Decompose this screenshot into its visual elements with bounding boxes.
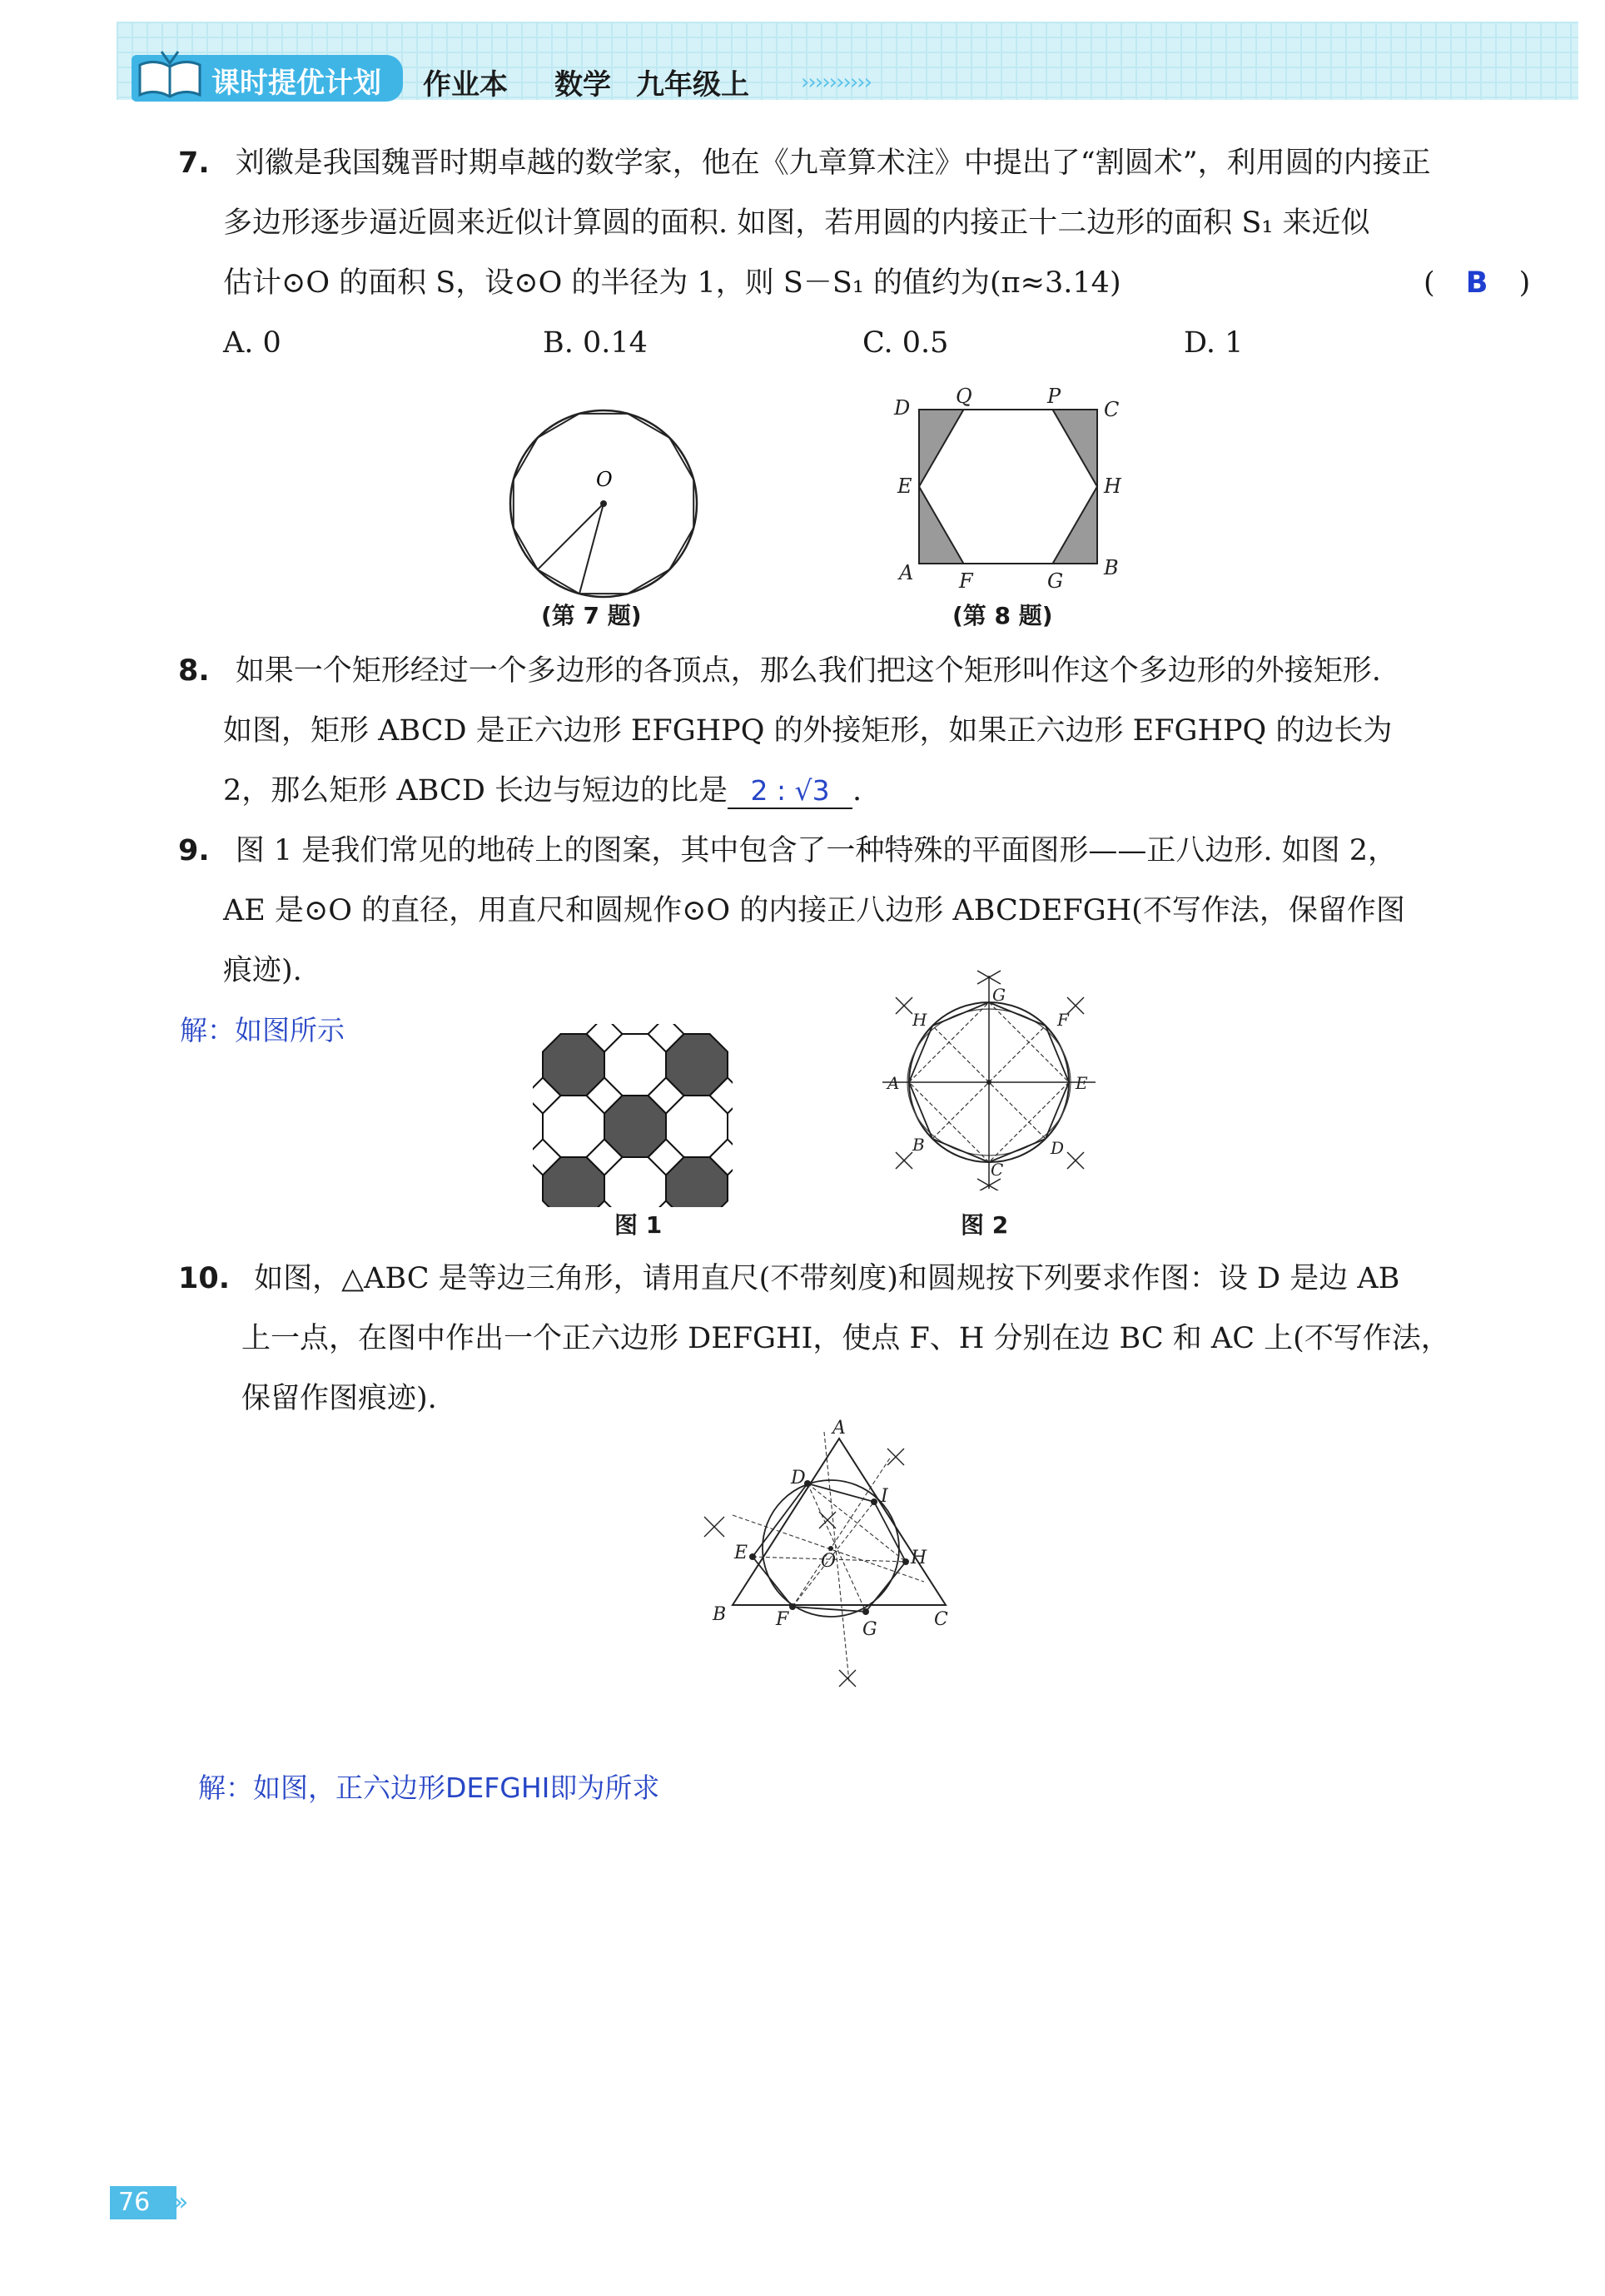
- fig8-label-e: E: [897, 475, 912, 498]
- brand-title: 课时提优计划: [211, 67, 381, 100]
- fig10-label-g: G: [862, 1619, 877, 1640]
- fig9-2-caption: 图 2: [961, 1211, 1009, 1239]
- fig9-2-octagon-construction: [874, 966, 1116, 1190]
- q7-text1: 刘徽是我国魏晋时期卓越的数学家，他在《九章算术注》中提出了“割圆术”，利用圆的内接正: [235, 147, 1431, 180]
- q8-line1: [178, 654, 1381, 688]
- book-icon: [137, 48, 203, 100]
- q8-answer: 2 : √3: [750, 774, 830, 807]
- q7-line2: 多边形逐步逼近圆来近似计算圆的面积. 如图，若用圆的内接正十二边形的面积 S₁ 来近似: [223, 206, 1370, 240]
- q8-text3: 2，那么矩形 ABCD 长边与短边的比是: [223, 774, 728, 808]
- grade: 九年级上: [636, 68, 749, 102]
- q9-line3: 痕迹).: [223, 954, 302, 987]
- fig7-caption: (第 7 题): [541, 602, 642, 629]
- fig8-label-h: H: [1104, 475, 1121, 498]
- q8-text3-end: .: [852, 774, 862, 808]
- q8-number: 8.: [178, 654, 210, 688]
- fig8-label-p: P: [1047, 385, 1061, 408]
- fig8-label-c: C: [1104, 398, 1120, 421]
- q10-solution: 解：如图，正六边形DEFGHI即为所求: [198, 1772, 660, 1804]
- fig10-label-d: D: [791, 1468, 806, 1488]
- q7-line1: [178, 147, 1431, 180]
- fig9-2-label-h: H: [912, 1010, 927, 1030]
- q9-text1: 图 1 是我们常见的地砖上的图案，其中包含了一种特殊的平面图形——正八边形. 如图 2，: [235, 834, 1397, 867]
- fig10-hexagon-construction: [699, 1415, 949, 1698]
- fig10-label-o: O: [821, 1551, 837, 1572]
- brand-badge: [132, 55, 403, 102]
- q7-line3: 估计⊙O 的面积 S，设⊙O 的半径为 1，则 S－S₁ 的值约为(π≈3.14): [223, 266, 1121, 300]
- q7-answer: B: [1465, 266, 1488, 300]
- fig8-hexagon-rectangle-diagram: [882, 383, 1132, 599]
- fig8-label-f: F: [959, 569, 973, 593]
- q9-line2: AE 是⊙O 的直径，用直尺和圆规作⊙O 的内接正八边形 ABCDEFGH(不写作法，保留作图: [223, 894, 1405, 927]
- q7-option-b: B. 0.14: [543, 326, 648, 360]
- q10-line2: 上一点，在图中作出一个正六边形 DEFGHI，使点 F、H 分别在边 BC 和 AC 上(不写作法，: [241, 1322, 1450, 1355]
- fig8-label-a: A: [899, 561, 914, 584]
- q10-line3: 保留作图痕迹).: [241, 1382, 437, 1415]
- fig9-2-label-d: D: [1051, 1138, 1065, 1158]
- fig8-caption: (第 8 题): [952, 602, 1053, 629]
- fig10-label-f: F: [776, 1609, 789, 1630]
- fig9-2-label-f: F: [1057, 1010, 1069, 1030]
- fig9-2-label-c: C: [991, 1160, 1004, 1180]
- fig8-label-q: Q: [956, 385, 972, 408]
- fig10-label-a: A: [832, 1418, 846, 1439]
- fig10-label-b: B: [713, 1604, 727, 1625]
- q9-number: 9.: [178, 834, 210, 867]
- q7-answer-paren: [1424, 266, 1530, 300]
- fig9-1-caption: 图 1: [614, 1211, 663, 1239]
- q7-option-c: C. 0.5: [862, 326, 949, 360]
- fig9-2-label-e: E: [1076, 1073, 1088, 1093]
- fig9-2-label-g: G: [992, 985, 1006, 1005]
- header-chevrons: ››››››››››: [801, 70, 871, 95]
- fig10-label-h: H: [911, 1548, 927, 1568]
- q8-text1: 如果一个矩形经过一个多边形的各顶点，那么我们把这个矩形叫作这个多边形的外接矩形.: [235, 654, 1381, 688]
- fig10-label-e: E: [734, 1543, 748, 1563]
- page-number-chevron: »: [173, 2188, 189, 2217]
- q7-option-d: D. 1: [1184, 326, 1244, 360]
- fig9-2-label-a: A: [887, 1073, 900, 1093]
- fig10-label-c: C: [934, 1609, 948, 1630]
- page-number: 76: [110, 2186, 176, 2219]
- q7-option-a: A. 0: [223, 326, 281, 360]
- q9-line1: [178, 834, 1397, 867]
- fig8-label-d: D: [894, 396, 911, 420]
- q7-paren-close: ): [1518, 266, 1531, 300]
- q10-line1: [178, 1262, 1399, 1295]
- fig8-label-b: B: [1104, 556, 1119, 579]
- q8-line3: [223, 774, 862, 809]
- fig8-label-g: G: [1047, 569, 1064, 593]
- subject: 数学: [554, 68, 611, 102]
- fig10-label-i: I: [881, 1486, 888, 1507]
- fig9-1-octagon-tiles: [533, 1024, 733, 1207]
- book-type: 作业本: [423, 68, 508, 102]
- q9-solution: 解：如图所示: [180, 1014, 345, 1046]
- fig9-2-label-b: B: [912, 1135, 925, 1155]
- fig7-dodecagon-diagram: [499, 400, 708, 608]
- q8-line2: 如图，矩形 ABCD 是正六边形 EFGHPQ 的外接矩形，如果正六边形 EFGHPQ 的边长为: [223, 714, 1393, 748]
- q10-number: 10.: [178, 1262, 231, 1295]
- q10-text1: 如图，△ABC 是等边三角形，请用直尺(不带刻度)和圆规按下列要求作图：设 D 是边 AB: [254, 1262, 1400, 1295]
- fig7-label-o: O: [596, 468, 613, 491]
- q7-number: 7.: [178, 147, 210, 180]
- q7-paren-open: (: [1424, 266, 1435, 300]
